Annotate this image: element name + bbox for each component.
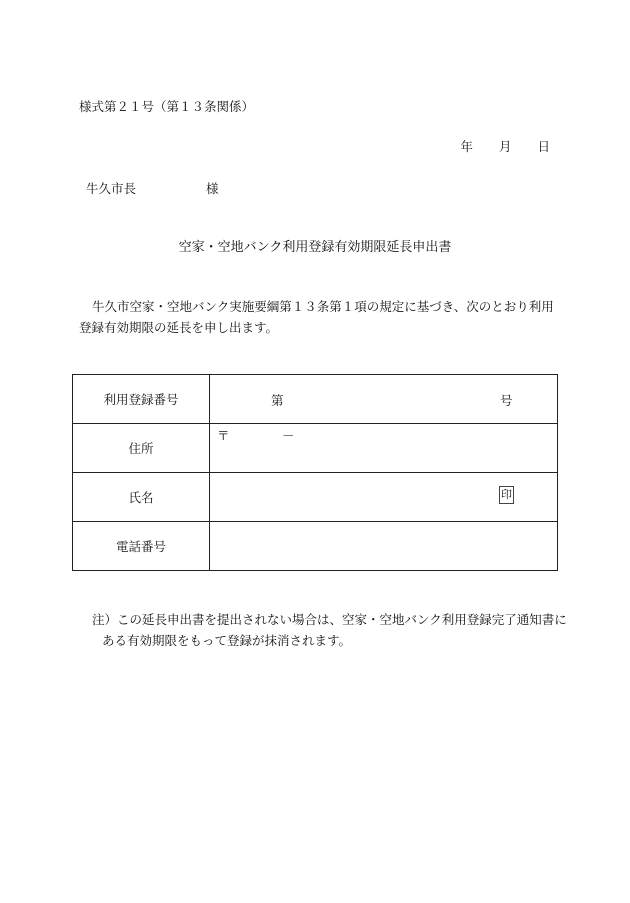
application-table — [72, 374, 558, 571]
address-label: 住所 — [73, 424, 210, 473]
note-line-2: ある有効期限をもって登録が抹消されます。 — [102, 633, 352, 648]
seal-mark: 印 — [499, 486, 514, 504]
registration-suffix: 号 — [500, 393, 513, 408]
addressee-honorific: 様 — [206, 181, 219, 196]
postal-mark: 〒 — [217, 428, 230, 443]
registration-number-label: 利用登録番号 — [73, 375, 210, 424]
date-year: 年 — [460, 139, 473, 154]
registration-prefix: 第 — [271, 393, 284, 408]
phone-field[interactable] — [210, 522, 558, 571]
addressee-line — [86, 179, 219, 197]
body-paragraph: 牛久市空家・空地バンク実施要綱第１３条第１項の規定に基づき、次のとおり利用登録有効期限の延長を申し出ます。 — [79, 299, 554, 335]
name-label: 氏名 — [73, 473, 210, 522]
name-field[interactable] — [210, 473, 558, 522]
addressee: 牛久市長 — [86, 181, 137, 196]
table-row-registration-number — [73, 375, 558, 424]
document-title: 空家・空地バンク利用登録有効期限延長申出書 — [178, 240, 452, 255]
date-line — [434, 137, 550, 155]
table-row-phone — [73, 522, 558, 571]
registration-number-field[interactable] — [210, 375, 558, 424]
note-line-1: 注）この延長申出書を提出されない場合は、空家・空地バンク利用登録完了通知書に — [92, 612, 567, 627]
form-number: 様式第２１号（第１３条関係） — [79, 99, 255, 114]
table-row-name — [73, 473, 558, 522]
phone-label: 電話番号 — [73, 522, 210, 571]
postal-dash: － — [282, 428, 295, 443]
date-month: 月 — [498, 139, 512, 154]
date-day: 日 — [537, 139, 550, 154]
address-field[interactable] — [210, 424, 558, 473]
table-row-address — [73, 424, 558, 473]
